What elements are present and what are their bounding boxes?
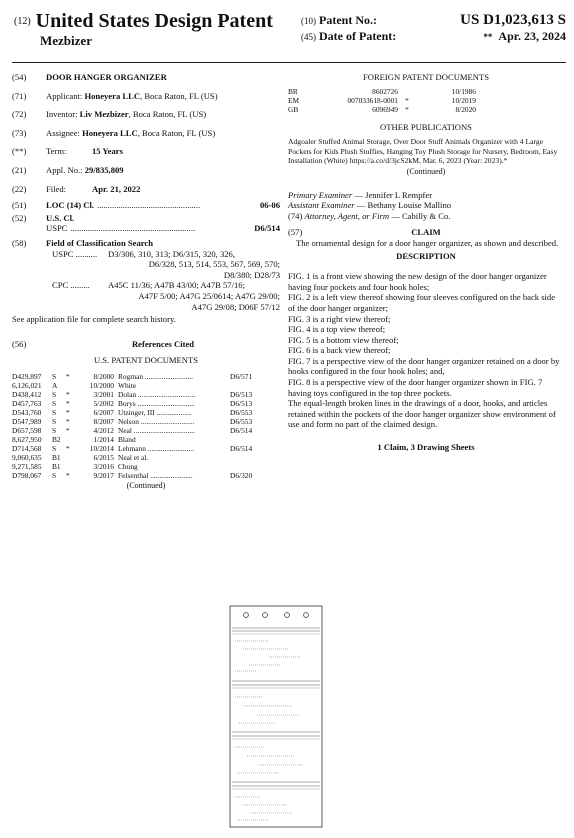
- ref-kind: S: [52, 470, 57, 480]
- ref-name: Neal .................................: [118, 425, 195, 435]
- ref-name: Lehmann .........................: [118, 443, 194, 453]
- ref-date: 3/2001: [93, 389, 114, 399]
- us-reference-row: [12, 372, 280, 381]
- bibliographic-column: [12, 72, 280, 491]
- ref-star: [66, 435, 78, 444]
- foreign-ref-num: 6096949: [372, 104, 398, 114]
- us-reference-row: [12, 462, 280, 471]
- ref-cls: [230, 462, 270, 471]
- ref-num: D438,412: [12, 389, 42, 399]
- patent-number-row: (10) Patent No.: US D1,023,613 S: [301, 12, 566, 28]
- ref-num: D798,067: [12, 470, 42, 480]
- hook-hole-1: [244, 613, 249, 618]
- ref-name: Borys ...............................: [118, 398, 195, 408]
- hook-hole-3: [285, 613, 290, 618]
- foreign-references-list: [288, 87, 564, 114]
- ref-cls: [230, 453, 270, 462]
- field-72: (72) Inventor: Liv Mezbizer, Boca Raton, FL (US): [12, 109, 207, 120]
- patent-title: (12) United States Design Patent: [14, 10, 273, 32]
- foreign-ref-cc: BR: [288, 86, 298, 96]
- ref-star: [66, 381, 78, 390]
- ref-kind: S: [52, 371, 57, 381]
- pocket-2: [232, 685, 320, 732]
- ref-num: D457,763: [12, 398, 42, 408]
- us-reference-row: [12, 417, 280, 426]
- ref-kind: S: [52, 389, 57, 399]
- description-paragraph: FIG. 5 is a bottom view thereof;: [288, 334, 399, 345]
- references-claim-column: [288, 72, 564, 453]
- foreign-ref-date: 8/2020: [455, 104, 476, 114]
- primary-examiner: Primary Examiner — Jennifer L Rempfer: [288, 189, 433, 200]
- ref-date: 6/2015: [93, 452, 114, 462]
- header-divider: [12, 62, 566, 63]
- foreign-reference-row: [288, 87, 564, 96]
- foreign-ref-num: 007033618-0001: [347, 95, 398, 105]
- ref-cls: D6/553: [230, 416, 253, 426]
- inventor-short: Mezbizer: [40, 33, 92, 48]
- patent-date-row: (45) Date of Patent: ** Apr. 23, 2024: [301, 29, 566, 43]
- attorney: (74) Attorney, Agent, or Firm — Cabilly & Co.: [288, 210, 451, 221]
- ref-date: 4/2012: [93, 425, 114, 435]
- ref-date: 10/2000: [89, 380, 114, 390]
- ref-star: *: [66, 398, 70, 408]
- field-54: (54) DOOR HANGER ORGANIZER: [12, 72, 280, 83]
- ref-num: 9,060,635: [12, 452, 42, 462]
- ref-num: 9,271,585: [12, 461, 42, 471]
- ref-star: *: [66, 470, 70, 480]
- us-reference-row: [12, 381, 280, 390]
- foreign-ref-cc: GB: [288, 104, 299, 114]
- us-reference-row: [12, 453, 280, 462]
- ref-name: Chung: [118, 461, 138, 471]
- continued-right: (Continued): [406, 166, 446, 176]
- ref-date: 3/2016: [93, 461, 114, 471]
- ref-num: D429,897: [12, 371, 42, 381]
- us-references-list: [12, 372, 280, 480]
- claim-text: The ornamental design for a door hanger organizer, as shown and described.: [296, 237, 559, 248]
- field-21: (21) Appl. No.: 29/835,809: [12, 164, 124, 175]
- ref-name: Felsenthal .......................: [118, 470, 193, 480]
- header-right: [301, 12, 566, 44]
- ref-name: White: [118, 380, 137, 390]
- ref-star: [66, 462, 78, 471]
- us-reference-row: [12, 399, 280, 408]
- field-73: (73) Assignee: Honeyera LLC, Boca Raton, FL (US): [12, 127, 216, 138]
- description-paragraph: FIG. 6 is a back view thereof;: [288, 345, 391, 356]
- field-52: (52) U.S. Cl. USPC .......................................................... D6/514: [12, 212, 280, 234]
- field-term: (**) Term: 15 Years: [12, 146, 123, 157]
- ref-date: 10/2014: [89, 443, 114, 453]
- ref-cls: D6/514: [230, 425, 253, 435]
- ref-cls: D6/320: [230, 470, 253, 480]
- description-title: DESCRIPTION: [396, 250, 456, 261]
- foreign-ref-date: 10/1986: [451, 86, 476, 96]
- field-56: (56) References Cited: [12, 338, 195, 349]
- us-reference-row: [12, 471, 280, 480]
- ref-num: D547,989: [12, 416, 42, 426]
- ref-date: 6/2007: [93, 407, 114, 417]
- ref-cls: D6/513: [230, 398, 253, 408]
- ref-name: Nelson .............................: [118, 416, 195, 426]
- us-reference-row: [12, 426, 280, 435]
- ref-date: 9/2017: [93, 470, 114, 480]
- field-51: (51) LOC (14) Cl. ................................................ 06-06: [12, 200, 280, 211]
- ref-kind: B1: [52, 452, 61, 462]
- field-58: (58) Field of Classification Search USPC .......... D3/306, 310, 313; D6/315, 320, 326, D6/328, 513, 514, 553, 567, 569, 570; D8/380; D28/73 CPC ......... A45C 11/36; A47B 43/00; A47B 57/16; A47F 5/00; A47G 25/0614; A47G 29/00; A47G 29/08; D06F 57/12: [12, 237, 280, 312]
- ref-date: 8/2000: [93, 371, 114, 381]
- pocket-1: [232, 628, 320, 681]
- ref-kind: A: [52, 380, 58, 390]
- ref-num: 6,126,021: [12, 380, 42, 390]
- foreign-ref-num: 8602726: [372, 86, 398, 96]
- ref-num: D543,760: [12, 407, 42, 417]
- description-paragraph: FIG. 7 is a perspective view of the door hanger organizer retained on a door by hooks configured in the four hook holes; and,: [288, 355, 560, 377]
- patent-date: Apr. 23, 2024: [498, 29, 566, 43]
- header-left: [14, 10, 273, 48]
- other-publication: Adgoaler Stuffed Animal Storage, Over Door Stuff Animals Organizer with 4 Large Pockets for Kids Plush Stuffies, Hanging Toy Plush Storage for Nursery, Bedroom, Easy Installation (White) https://a.co/d/3jcS2kM, Mar. 6, 2023 (Year: 2023).*: [288, 137, 558, 166]
- description-paragraph: FIG. 2 is a left view thereof showing four sleeves configured on the back side of the door hanger organizer;: [288, 292, 556, 313]
- ref-kind: S: [52, 443, 57, 453]
- sheets-note: 1 Claim, 3 Drawing Sheets: [377, 442, 475, 453]
- ref-star: *: [66, 407, 70, 417]
- ref-kind: S: [52, 407, 57, 417]
- description-paragraph: FIG. 3 is a right view thereof;: [288, 313, 391, 324]
- ref-name: Rogman ..........................: [118, 371, 193, 381]
- claim-heading: (57) CLAIM: [288, 227, 441, 238]
- ref-num: 8,627,950: [12, 434, 42, 444]
- ref-date: 5/2002: [93, 398, 114, 408]
- search-history-note: See application file for complete search history.: [12, 314, 176, 325]
- foreign-ref-cc: EM: [288, 95, 300, 105]
- ref-star: *: [66, 371, 70, 381]
- description-paragraph: FIG. 8 is a perspective view of the door hanger organizer shown in FIG. 7 having toys configured in the top three pockets.: [288, 377, 543, 398]
- ref-date: 8/2007: [93, 416, 114, 426]
- foreign-ref-star: *: [405, 104, 409, 114]
- ref-kind: S: [52, 416, 57, 426]
- pocket-4: [232, 786, 320, 820]
- ref-kind: B2: [52, 434, 61, 444]
- design-title: DOOR HANGER ORGANIZER: [46, 72, 167, 82]
- ref-date: 1/2014: [93, 434, 114, 444]
- ref-kind: B1: [52, 461, 61, 471]
- ref-num: D714,568: [12, 443, 42, 453]
- foreign-refs-title: FOREIGN PATENT DOCUMENTS: [362, 72, 490, 82]
- hook-hole-2: [263, 613, 268, 618]
- description-paragraph: The equal-length broken lines in the drawings of a door, hooks, and articles retained within the pockets of the door hanger organizer show environment of use and form no part of the claimed design.: [288, 398, 556, 430]
- us-reference-row: [12, 408, 280, 417]
- other-pub-title: OTHER PUBLICATIONS: [380, 121, 472, 132]
- pocket-3: [232, 736, 320, 782]
- ref-cls: [230, 435, 270, 444]
- foreign-reference-row: [288, 105, 564, 114]
- us-reference-row: [12, 435, 280, 444]
- ref-star: *: [66, 416, 70, 426]
- ref-cls: D6/571: [230, 371, 253, 381]
- representative-drawing: [229, 605, 323, 828]
- ref-kind: S: [52, 398, 57, 408]
- description-body: [288, 271, 564, 430]
- continued-left: (Continued): [126, 480, 166, 490]
- ref-name: Utzinger, III ...................: [118, 407, 192, 417]
- field-71: (71) Applicant: Honeyera LLC, Boca Raton, FL (US): [12, 90, 218, 101]
- description-paragraph: FIG. 4 is a top view thereof;: [288, 324, 386, 335]
- ref-star: [66, 453, 78, 462]
- us-reference-row: [12, 390, 280, 399]
- patent-number: US D1,023,613 S: [460, 12, 566, 28]
- foreign-reference-row: [288, 96, 564, 105]
- us-reference-row: [12, 444, 280, 453]
- ref-cls: D6/553: [230, 407, 253, 417]
- foreign-ref-star: *: [405, 95, 409, 105]
- assistant-examiner: Assistant Examiner — Bethany Louise Mallino: [288, 200, 452, 211]
- ref-name: Neal et al.: [118, 452, 149, 462]
- ref-cls: [230, 381, 270, 390]
- foreign-ref-date: 10/2019: [451, 95, 476, 105]
- ref-name: Dolan ...............................: [118, 389, 196, 399]
- ref-cls: D6/514: [230, 443, 253, 453]
- ref-num: D657,598: [12, 425, 42, 435]
- ref-kind: S: [52, 425, 57, 435]
- foreign-ref-star: [398, 87, 416, 96]
- field-22: (22) Filed: Apr. 21, 2022: [12, 183, 141, 194]
- description-paragraph: FIG. 1 is a front view showing the new design of the door hanger organizer having four pockets and four hook holes;: [288, 271, 547, 292]
- ref-star: *: [66, 389, 70, 399]
- examiners: [288, 190, 564, 222]
- ref-star: *: [66, 425, 70, 435]
- ref-cls: D6/513: [230, 389, 253, 399]
- hook-hole-4: [304, 613, 309, 618]
- us-refs-title: U.S. PATENT DOCUMENTS: [93, 355, 199, 366]
- ref-star: *: [66, 443, 70, 453]
- ref-name: Bland: [118, 434, 136, 444]
- drawing-border: [230, 606, 322, 827]
